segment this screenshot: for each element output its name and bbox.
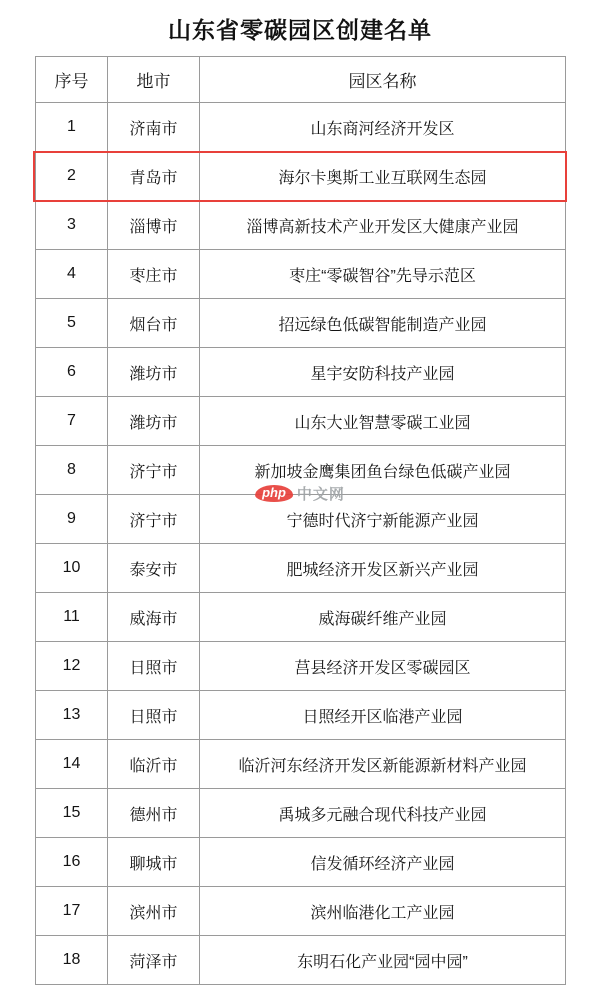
table-row (36, 740, 566, 789)
table-row (36, 544, 566, 593)
cell-index: 4 (36, 250, 108, 299)
cell-index: 13 (36, 691, 108, 740)
cell-park-name: 肥城经济开发区新兴产业园 (200, 544, 566, 593)
cell-park-name: 威海碳纤维产业园 (200, 593, 566, 642)
cell-city: 日照市 (108, 642, 200, 691)
cell-city: 济宁市 (108, 446, 200, 495)
table-row (36, 887, 566, 936)
cell-park-name: 滨州临港化工产业园 (200, 887, 566, 936)
watermark-text: 中文网 (296, 485, 345, 503)
cell-index: 8 (36, 446, 108, 495)
cell-index: 3 (36, 201, 108, 250)
cell-city: 潍坊市 (108, 397, 200, 446)
cell-park-name: 山东商河经济开发区 (200, 103, 566, 152)
table-row (36, 397, 566, 446)
table-row (36, 348, 566, 397)
cell-city: 威海市 (108, 593, 200, 642)
cell-index: 17 (36, 887, 108, 936)
cell-index: 12 (36, 642, 108, 691)
table-header-row (36, 57, 566, 103)
cell-index: 6 (36, 348, 108, 397)
cell-city: 烟台市 (108, 299, 200, 348)
cell-city: 泰安市 (108, 544, 200, 593)
cell-park-name: 日照经开区临港产业园 (200, 691, 566, 740)
table-header (36, 57, 566, 103)
cell-park-name: 山东大业智慧零碳工业园 (200, 397, 566, 446)
cell-park-name: 东明石化产业园“园中园” (200, 936, 566, 985)
cell-city: 济宁市 (108, 495, 200, 544)
cell-index: 2 (36, 152, 108, 201)
cell-park-name: 淄博高新技术产业开发区大健康产业园 (200, 201, 566, 250)
cell-park-name: 海尔卡奥斯工业互联网生态园 (200, 152, 566, 201)
column-header-city: 地市 (108, 57, 200, 103)
cell-index: 9 (36, 495, 108, 544)
cell-index: 5 (36, 299, 108, 348)
column-header-name: 园区名称 (200, 57, 566, 103)
cell-park-name: 星宇安防科技产业园 (200, 348, 566, 397)
table-row (36, 593, 566, 642)
page-title: 山东省零碳园区创建名单 (168, 17, 432, 43)
table-container (35, 56, 565, 985)
cell-index: 18 (36, 936, 108, 985)
zero-carbon-park-table (35, 56, 566, 985)
column-header-index: 序号 (36, 57, 108, 103)
cell-city: 菏泽市 (108, 936, 200, 985)
cell-park-name: 临沂河东经济开发区新能源新材料产业园 (200, 740, 566, 789)
cell-city: 日照市 (108, 691, 200, 740)
table-row (36, 250, 566, 299)
cell-city: 济南市 (108, 103, 200, 152)
table-row (36, 789, 566, 838)
cell-park-name: 莒县经济开发区零碳园区 (200, 642, 566, 691)
table-row (36, 936, 566, 985)
cell-park-name: 枣庄“零碳智谷”先导示范区 (200, 250, 566, 299)
cell-park-name: 宁德时代济宁新能源产业园 (200, 495, 566, 544)
cell-park-name: 信发循环经济产业园 (200, 838, 566, 887)
cell-park-name: 新加坡金鹰集团鱼台绿色低碳产业园 (200, 446, 566, 495)
cell-index: 15 (36, 789, 108, 838)
cell-city: 滨州市 (108, 887, 200, 936)
table-row (36, 838, 566, 887)
table-body (36, 103, 566, 985)
table-row (36, 201, 566, 250)
cell-city: 聊城市 (108, 838, 200, 887)
table-row (36, 691, 566, 740)
cell-index: 11 (36, 593, 108, 642)
cell-city: 潍坊市 (108, 348, 200, 397)
cell-park-name: 禹城多元融合现代科技产业园 (200, 789, 566, 838)
cell-index: 7 (36, 397, 108, 446)
table-row (36, 152, 566, 201)
cell-city: 临沂市 (108, 740, 200, 789)
cell-index: 10 (36, 544, 108, 593)
cell-city: 青岛市 (108, 152, 200, 201)
cell-index: 14 (36, 740, 108, 789)
cell-city: 淄博市 (108, 201, 200, 250)
cell-index: 16 (36, 838, 108, 887)
cell-park-name: 招远绿色低碳智能制造产业园 (200, 299, 566, 348)
table-row (36, 299, 566, 348)
watermark (255, 483, 345, 504)
table-row (36, 103, 566, 152)
cell-index: 1 (36, 103, 108, 152)
php-logo-icon: php (255, 485, 293, 502)
cell-city: 德州市 (108, 789, 200, 838)
cell-city: 枣庄市 (108, 250, 200, 299)
table-row (36, 642, 566, 691)
